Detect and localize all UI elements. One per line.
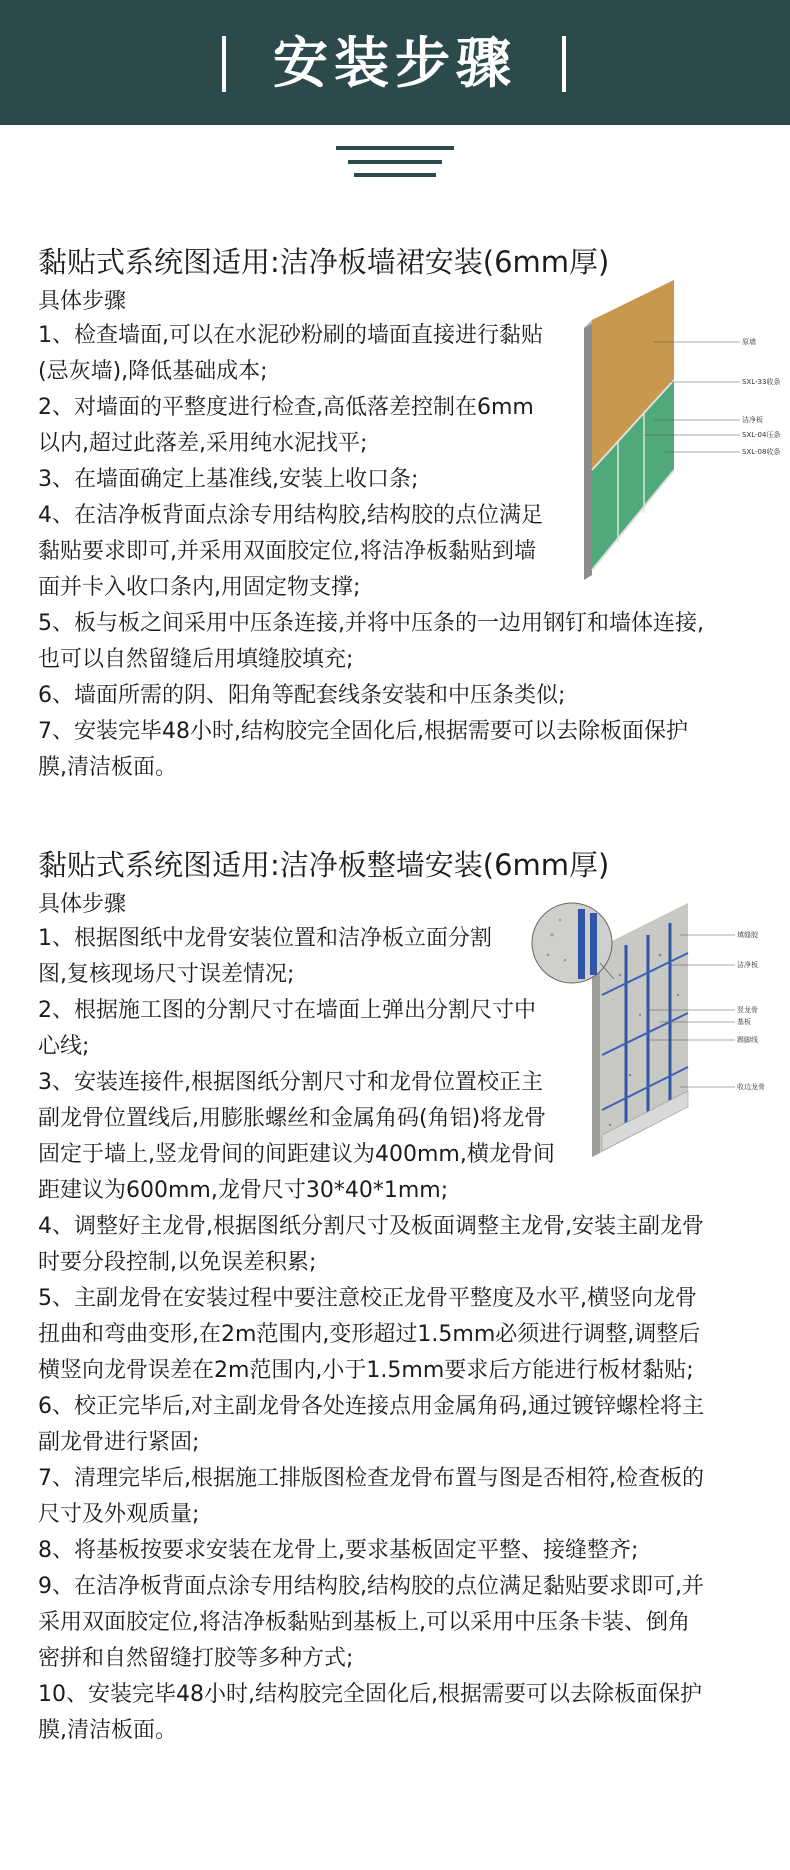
steps-subhead: 具体步骤	[38, 892, 127, 917]
step-line: 6、校正完毕后,对主副龙骨各处连接点用金属角码,通过镀锌螺栓将主	[38, 1394, 704, 1419]
figure-label: 踢脚线	[737, 1036, 758, 1044]
page-title: 安装步骤	[272, 31, 517, 95]
step-line: 2、对墙面的平整度进行检查,高低落差控制在6mm	[38, 395, 534, 420]
step-line: (忌灰墙),降低基础成本;	[38, 359, 268, 384]
figure-label: 洁净板	[737, 961, 758, 969]
step-line: 3、在墙面确定上基准线,安装上收口条;	[38, 467, 419, 492]
step-line: 膜,清洁板面。	[38, 1718, 177, 1743]
step-line: 面并卡入收口条内,用固定物支撑;	[38, 575, 361, 600]
figure-label: 收边龙骨	[737, 1083, 765, 1091]
figure-label: 洁净板	[742, 416, 763, 424]
steps-subhead: 具体步骤	[38, 289, 127, 314]
step-line: 也可以自然留缝后用填缝胶填充;	[38, 647, 354, 672]
figure-label: 基板	[737, 1018, 751, 1026]
section-title-full-wall: 黏贴式系统图适用:洁净板整墙安装(6mm厚)	[38, 848, 610, 882]
step-line: 4、调整好主龙骨,根据图纸分割尺寸及板面调整主龙骨,安装主副龙骨	[38, 1214, 704, 1239]
step-line: 7、安装完毕48小时,结构胶完全固化后,根据需要可以去除板面保护	[38, 719, 688, 744]
step-line: 5、板与板之间采用中压条连接,并将中压条的一边用钢钉和墙体连接,	[38, 611, 704, 636]
header-banner	[0, 0, 790, 125]
figure-label: 原墙	[742, 338, 756, 346]
decor-line	[348, 160, 442, 164]
section-title-wainscot: 黏贴式系统图适用:洁净板墙裙安装(6mm厚)	[38, 245, 610, 279]
decor-line	[336, 146, 454, 150]
step-line: 副龙骨进行紧固;	[38, 1430, 200, 1455]
full-wall-diagram	[530, 895, 790, 1160]
figure-label: SXL-33收条	[742, 378, 781, 386]
figure-label: SXL-04压条	[742, 431, 781, 439]
step-line: 9、在洁净板背面点涂专用结构胶,结构胶的点位满足黏贴要求即可,并	[38, 1574, 704, 1599]
step-line: 3、安装连接件,根据图纸分割尺寸和龙骨位置校正主	[38, 1070, 543, 1095]
step-line: 心线;	[38, 1034, 90, 1059]
step-line: 固定于墙上,竖龙骨间的间距建议为400mm,横龙骨间	[38, 1142, 555, 1167]
step-line: 以内,超过此落差,采用纯水泥找平;	[38, 431, 368, 456]
step-line: 2、根据施工图的分割尺寸在墙面上弹出分割尺寸中	[38, 998, 536, 1023]
step-line: 扭曲和弯曲变形,在2m范围内,变形超过1.5mm必须进行调整,调整后	[38, 1322, 701, 1347]
step-line: 横竖向龙骨误差在2m范围内,小于1.5mm要求后方能进行板材黏贴;	[38, 1358, 694, 1383]
figure-label: SXL-08收条	[742, 448, 781, 456]
step-line: 密拼和自然留缝打胶等多种方式;	[38, 1646, 354, 1671]
figure-label: 填缝胶	[737, 931, 758, 939]
step-line: 黏贴要求即可,并采用双面胶定位,将洁净板黏贴到墙	[38, 539, 536, 564]
step-line: 距建议为600mm,龙骨尺寸30*40*1mm;	[38, 1178, 449, 1203]
figure-label: 竖龙骨	[737, 1006, 758, 1014]
step-line: 膜,清洁板面。	[38, 755, 177, 780]
step-line: 4、在洁净板背面点涂专用结构胶,结构胶的点位满足	[38, 503, 543, 528]
step-line: 8、将基板按要求安装在龙骨上,要求基板固定平整、接缝整齐;	[38, 1538, 639, 1563]
decor-line	[354, 173, 436, 177]
step-line: 副龙骨位置线后,用膨胀螺丝和金属角码(角铝)将龙骨	[38, 1106, 547, 1131]
step-line: 6、墙面所需的阴、阳角等配套线条安装和中压条类似;	[38, 683, 566, 708]
title-right-bar	[562, 36, 566, 92]
step-line: 时要分段控制,以免误差积累;	[38, 1250, 317, 1275]
step-line: 5、主副龙骨在安装过程中要注意校正龙骨平整度及水平,横竖向龙骨	[38, 1286, 697, 1311]
wainscot-diagram	[584, 280, 790, 580]
step-line: 采用双面胶定位,将洁净板黏贴到基板上,可以采用中压条卡装、倒角	[38, 1610, 690, 1635]
step-line: 7、清理完毕后,根据施工排版图检查龙骨布置与图是否相符,检查板的	[38, 1466, 704, 1491]
step-line: 图,复核现场尺寸误差情况;	[38, 962, 295, 987]
step-line: 1、根据图纸中龙骨安装位置和洁净板立面分割	[38, 926, 492, 951]
step-line: 尺寸及外观质量;	[38, 1502, 200, 1527]
step-line: 10、安装完毕48小时,结构胶完全固化后,根据需要可以去除板面保护	[38, 1682, 702, 1707]
step-line: 1、检查墙面,可以在水泥砂粉刷的墙面直接进行黏贴	[38, 323, 543, 348]
